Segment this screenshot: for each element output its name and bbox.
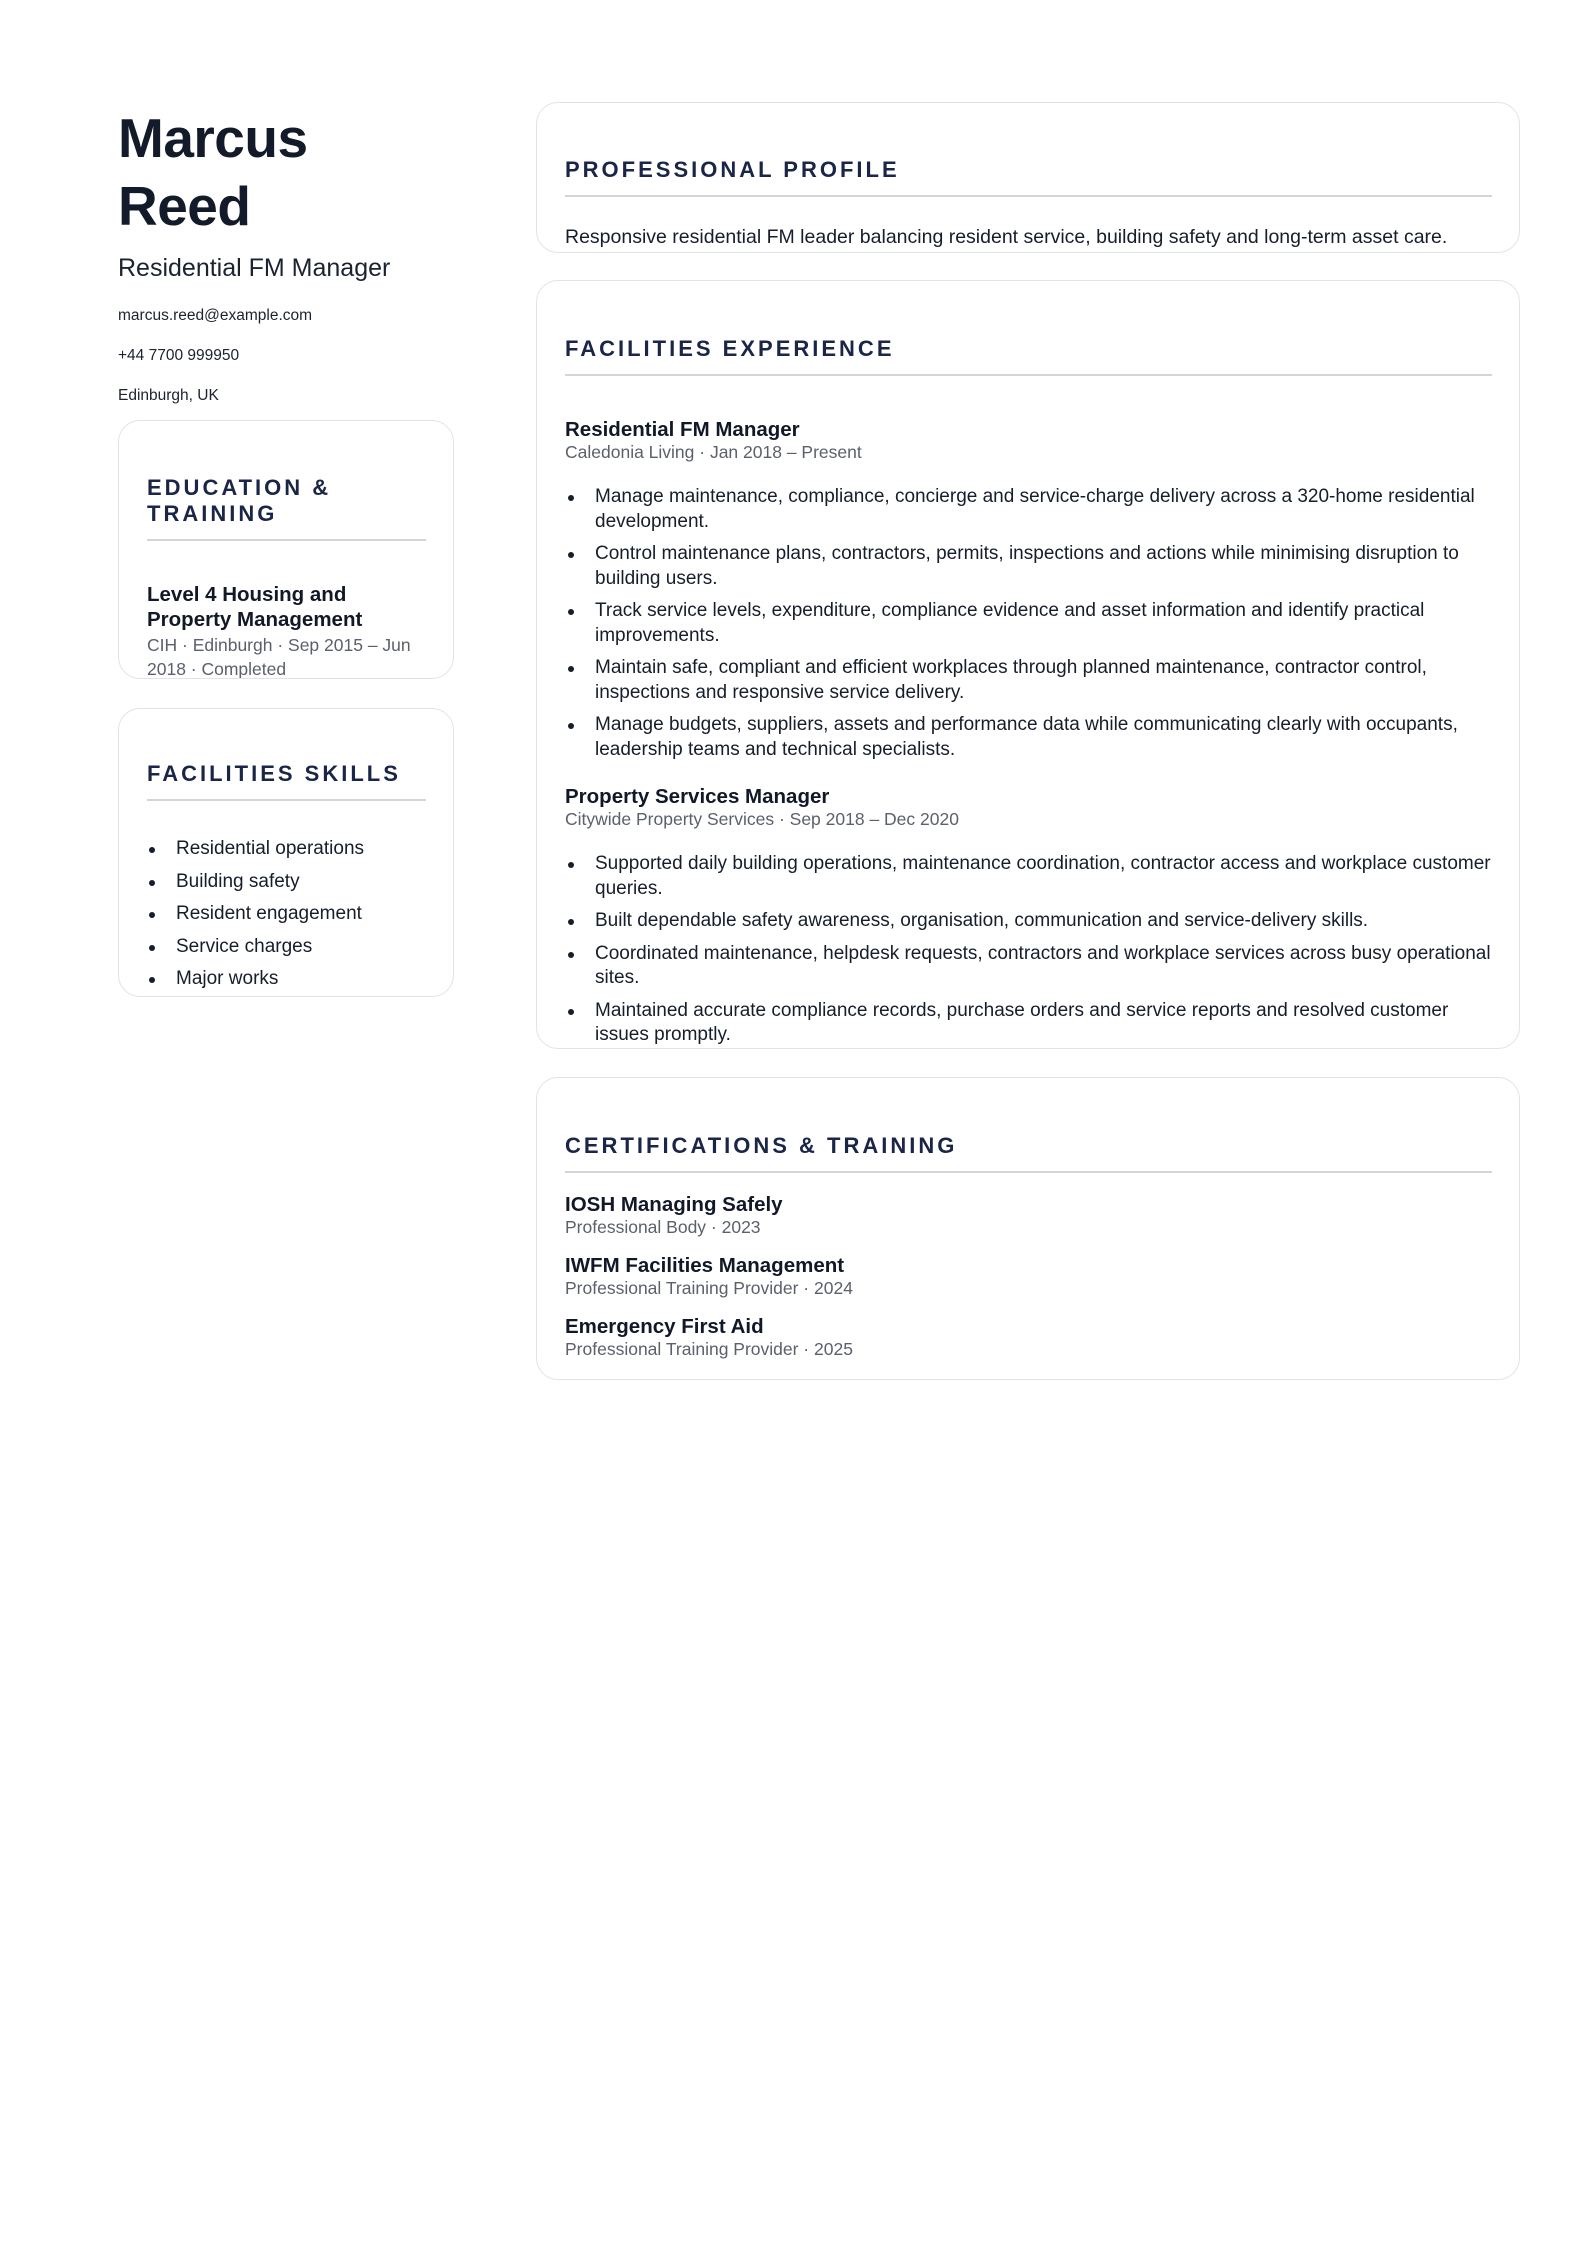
job-bullets <box>565 852 1492 1048</box>
job-title: Residential FM Manager <box>565 418 800 441</box>
candidate-name: Marcus Reed <box>118 107 308 237</box>
education-heading: EDUCATION & TRAINING <box>147 475 426 541</box>
skill-item: Resident engagement <box>147 902 426 926</box>
job-meta: Citywide Property Services · Sep 2018 – Dec 2020 <box>565 809 959 829</box>
certification-meta: Professional Training Provider · 2024 <box>565 1278 853 1298</box>
skills-heading: FACILITIES SKILLS <box>147 761 426 801</box>
skill-item: Major works <box>147 967 426 991</box>
skill-item: Building safety <box>147 870 426 894</box>
job-bullet: Maintained accurate compliance records, purchase orders and service reports and resolved customer issues promptly. <box>565 999 1492 1048</box>
contact-info <box>118 306 453 406</box>
education-card <box>118 420 454 679</box>
education-item-title: Level 4 Housing and Property Management <box>147 583 363 631</box>
certification-meta: Professional Training Provider · 2025 <box>565 1339 853 1359</box>
certification-item <box>565 1315 1492 1359</box>
skills-list <box>147 837 426 991</box>
sidebar <box>118 104 453 426</box>
contact-phone[interactable]: +44 7700 999950 <box>118 347 240 364</box>
experience-card <box>536 280 1520 1049</box>
job-title: Property Services Manager <box>565 785 830 808</box>
job-bullet: Control maintenance plans, contractors, permits, inspections and actions while minimising disruption to building users. <box>565 542 1492 591</box>
contact-email[interactable]: marcus.reed@example.com <box>118 307 313 324</box>
experience-heading: FACILITIES EXPERIENCE <box>565 336 1492 376</box>
certification-item <box>565 1193 1492 1237</box>
contact-location: Edinburgh, UK <box>118 387 219 404</box>
profile-card <box>536 102 1520 253</box>
skill-item: Service charges <box>147 935 426 959</box>
education-item-meta: CIH · Edinburgh · Sep 2015 – Jun 2018 · Completed <box>147 635 411 679</box>
profile-heading: PROFESSIONAL PROFILE <box>565 157 1492 197</box>
certifications-heading: CERTIFICATIONS & TRAINING <box>565 1133 1492 1173</box>
job-bullet: Manage budgets, suppliers, assets and performance data while communicating clearly with occupants, leadership teams and technical specialists. <box>565 713 1492 762</box>
job-bullet: Built dependable safety awareness, organisation, communication and service-delivery skills. <box>565 909 1492 934</box>
job-bullets <box>565 485 1492 762</box>
job-bullet: Track service levels, expenditure, compliance evidence and asset information and identify practical improvements. <box>565 599 1492 648</box>
certifications-card <box>536 1077 1520 1380</box>
job-bullet: Coordinated maintenance, helpdesk requests, contractors and workplace services across busy operational sites. <box>565 942 1492 991</box>
job-entry <box>565 784 1492 1048</box>
certification-title: IWFM Facilities Management <box>565 1254 845 1277</box>
skills-card <box>118 708 454 997</box>
job-bullet: Supported daily building operations, maintenance coordination, contractor access and workplace customer queries. <box>565 852 1492 901</box>
education-item <box>147 582 426 679</box>
profile-summary: Responsive residential FM leader balancing resident service, building safety and long-term asset care. <box>565 226 1448 248</box>
job-entry <box>565 417 1492 762</box>
candidate-role: Residential FM Manager <box>118 254 391 282</box>
certification-meta: Professional Body · 2023 <box>565 1217 761 1237</box>
job-meta: Caledonia Living · Jan 2018 – Present <box>565 442 862 462</box>
certification-title: IOSH Managing Safely <box>565 1193 783 1216</box>
certification-item <box>565 1254 1492 1298</box>
job-bullet: Maintain safe, compliant and efficient workplaces through planned maintenance, contractor control, inspections and responsive service delivery. <box>565 656 1492 705</box>
certification-title: Emergency First Aid <box>565 1315 764 1338</box>
job-bullet: Manage maintenance, compliance, concierge and service-charge delivery across a 320-home residential development. <box>565 485 1492 534</box>
skill-item: Residential operations <box>147 837 426 861</box>
